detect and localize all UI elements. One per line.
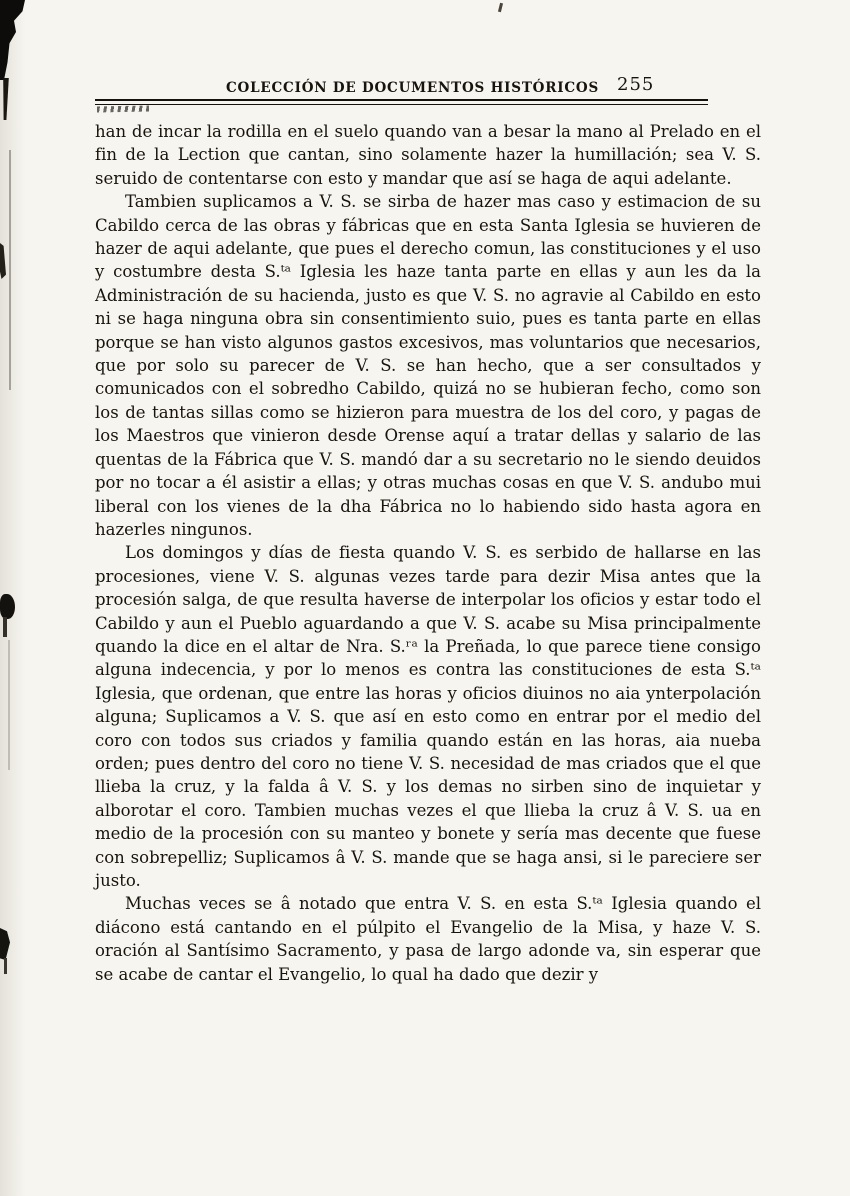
scan-artifact-left-lower-tail xyxy=(4,958,7,974)
header-double-rule xyxy=(95,99,708,105)
page-body xyxy=(95,120,761,986)
paragraph-4: Muchas veces se â notado que entra V. S. en esta S.ᵗᵃ Iglesia quando el diácono está cantando en el púlpito el Evangelio de la Misa, y haze V. S. oración al Santísimo Sacramento, y pasa de largo adonde va, sin esperar que se acabe de cantar el Evangelio, lo qual ha dado que dezir y xyxy=(95,894,761,984)
paragraph-2: Tambien suplicamos a V. S. se sirba de hazer mas caso y estimacion de su Cabildo cerca de las obras y fábricas que en esta Santa Iglesia se huvieren de hazer de aqui adelante, que pues el derecho comun, las constituciones y el uso y costumbre desta S.ᵗᵃ Iglesia les haze tanta parte en ellas y aun les da la Administración de su hacienda, justo es que V. S. no agravie al Cabildo en esto ni se haga ninguna obra sin consentimiento suio, pues es tanta parte en ellas porque se han visto algunos gastos excesivos, mas voluntarios que necesarios, que por solo su parecer de V. S. se han hecho, que a ser consultados y comunicados con el sobredho Cabildo, quizá no se hubieran fecho, como son los de tantas sillas como se hizieron para muestra de los del coro, y pagas de los Maestros que vinieron desde Orense aquí a tratar dellas y salario de las quentas de la Fábrica que V. S. mandó dar a su secretario no le siendo deuidos por no tocar a él asistir a ellas; y otras muchas cosas en que V. S. andubo mui liberal con los vienes de la dha Fábrica no lo habiendo sido hasta agora en hazerles ningunos. xyxy=(95,192,761,539)
binding-crease-line-lower xyxy=(8,640,10,770)
scan-artifact-left-upper xyxy=(0,243,6,279)
running-title: COLECCIÓN DE DOCUMENTOS HISTÓRICOS xyxy=(226,80,600,96)
scan-artifact-corner-tail xyxy=(2,78,10,120)
paragraph-1: han de incar la rodilla en el suelo quando van a besar la mano al Prelado en el fin de la Lection que cantan, sino solamente hazer la humillación; sea V. S. seruido de contentarse con esto y mandar que así se haga de aqui adelante. xyxy=(95,122,761,188)
binding-shadow xyxy=(0,0,30,1196)
scan-artifact-top xyxy=(498,3,503,12)
scan-artifact-left-middle-tail xyxy=(3,617,7,637)
scan-artifact-rule-squiggle xyxy=(97,106,149,113)
binding-crease-line xyxy=(9,150,11,390)
scan-artifact-corner xyxy=(0,0,25,80)
scan-artifact-left-lower xyxy=(0,928,10,960)
scan-artifact-left-middle xyxy=(0,594,15,619)
page-number: 255 xyxy=(617,74,655,95)
paragraph-3: Los domingos y días de fiesta quando V. S. es serbido de hallarse en las procesiones, viene V. S. algunas vezes tarde para dezir Misa antes que la procesión salga, de que resulta haverse de interpolar los oficios y estar todo el Cabildo y aun el Pueblo aguardando a que V. S. acabe su Misa principalmente quando la dice en el altar de Nra. S.ʳᵃ la Preñada, lo que parece tiene consigo alguna indecencia, y por lo menos es contra las constituciones de esta S.ᵗᵃ Iglesia, que ordenan, que entre las horas y oficios diuinos no aia ynterpolación alguna; Suplicamos a V. S. que así en esto como en entrar por el medio del coro con todos sus criados y familia quando están en las horas, aia nueba orden; pues dentro del coro no tiene V. S. necesidad de mas criados que el que llieba la cruz, y la falda â V. S. y los demas no sirben sino de inquietar y alborotar el coro. Tambien muchas vezes el que llieba la cruz â V. S. ua en medio de la procesión con su manteo y bonete y sería mas decente que fuese con sobrepelliz; Suplicamos â V. S. mande que se haga ansi, si le pareciere ser justo. xyxy=(95,543,761,890)
